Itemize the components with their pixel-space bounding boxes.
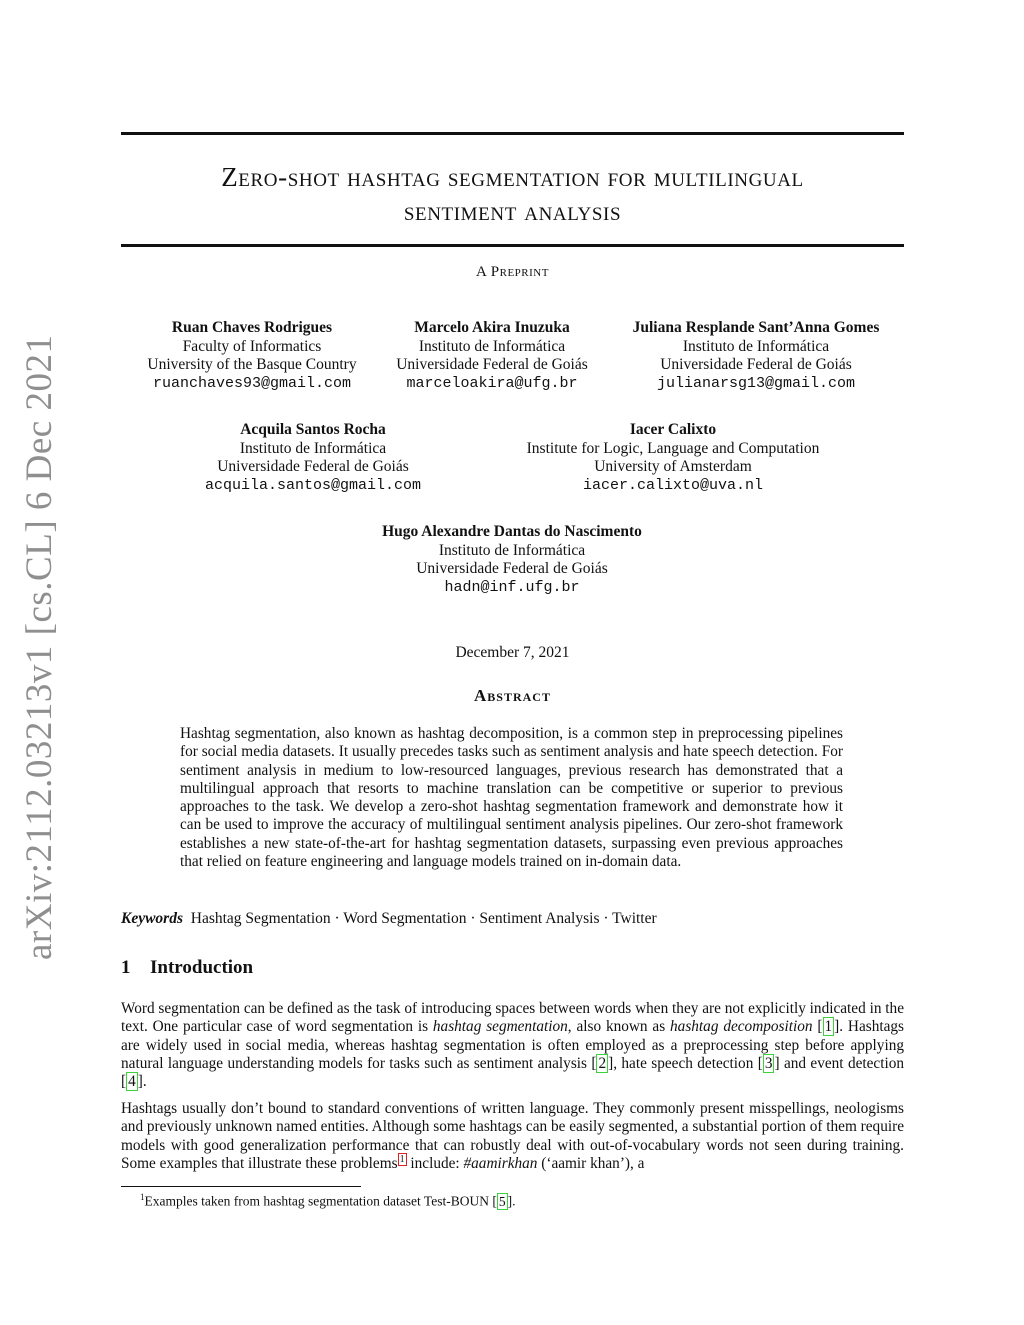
paper-title — [121, 160, 904, 228]
title-top-rule — [121, 132, 904, 135]
footnote-text: Examples taken from hashtag segmentation dataset Test-BOUN [ — [144, 1193, 497, 1209]
paper-date: December 7, 2021 — [455, 644, 570, 661]
citation-link[interactable]: 4 — [128, 1073, 136, 1091]
footnote-link[interactable]: 1 — [399, 1153, 405, 1165]
text-run: ]. Hashtags are widely used in social media, whereas hashtag segmentation is often employed as a preprocessing step before applying natural language understanding models for tasks such as sentiment analysis [ — [121, 1018, 905, 1072]
author-block-5 — [496, 421, 850, 495]
author-name: Marcelo Akira Inuzuka — [414, 319, 570, 336]
intro-paragraph-1 — [121, 1000, 904, 1091]
footnote — [140, 1192, 515, 1210]
emphasis-run: #aamirkhan — [463, 1154, 538, 1172]
keywords-list: Hashtag Segmentation · Word Segmentation · Sentiment Analysis · Twitter — [190, 910, 657, 927]
text-run: [ — [812, 1018, 823, 1036]
title-line-1: Zero-shot hashtag segmentation for multilingual — [221, 162, 804, 192]
author-affiliation: Faculty of Informatics — [182, 337, 322, 355]
author-affiliation: Instituto de Informática — [418, 337, 566, 355]
author-name: Ruan Chaves Rodrigues — [171, 319, 333, 336]
author-institution: Universidade Federal de Goiás — [660, 356, 852, 373]
author-block-1 — [121, 319, 383, 393]
author-name: Hugo Alexandre Dantas do Nascimento — [382, 523, 642, 540]
preprint-label: A Preprint — [476, 264, 549, 280]
author-affiliation: Instituto de Informática — [239, 439, 387, 457]
intro-paragraph-2 — [121, 1100, 904, 1173]
footnote-text-end: ]. — [507, 1193, 516, 1209]
text-run: (‘aamir khan’), a — [537, 1154, 645, 1172]
abstract-text: Hashtag segmentation, also known as hashtag decomposition, is a common step in preprocessing pipelines for social media datasets. It usually precedes tasks such as sentiment analysis and hate speech detection. For sentiment analysis in medium to low-resourced languages, previous research has demonstrated that a multilingual approach that resorts to machine translation can be competitive or superior to previous approaches to the task. We develop a zero-shot hashtag segmentation framework and demonstrate how it can be used to improve the accuracy of multilingual sentiment analysis pipelines. Our zero-shot framework establishes a new state-of-the-art for hashtag segmentation datasets, surpassing even previous approaches that relied on feature engineering and language models trained on in-domain data. — [180, 725, 843, 871]
author-email[interactable]: acquila.santos@gmail.com — [204, 476, 422, 494]
section-title: Introduction — [150, 957, 254, 978]
author-name: Iacer Calixto — [629, 421, 717, 438]
author-email[interactable]: marceloakira@ufg.br — [406, 374, 578, 392]
text-run: ], hate speech detection [ — [608, 1054, 763, 1072]
citation-link[interactable]: 5 — [498, 1193, 506, 1209]
author-email[interactable]: hadn@inf.ufg.br — [444, 578, 580, 596]
citation-link[interactable]: 2 — [598, 1054, 607, 1072]
author-email[interactable]: iacer.calixto@uva.nl — [582, 476, 764, 494]
emphasis-run: hashtag segmentation — [432, 1018, 568, 1036]
author-email[interactable]: ruanchaves93@gmail.com — [152, 374, 352, 392]
arxiv-sidebar-stamp: arXiv:2112.03213v1 [cs.CL] 6 Dec 2021 — [19, 334, 60, 960]
author-block-6 — [321, 523, 703, 597]
author-name: Juliana Resplande Sant’Anna Gomes — [632, 319, 880, 336]
keywords-line — [121, 910, 657, 928]
author-institution: Universidade Federal de Goiás — [396, 356, 588, 373]
text-run: , also known as — [567, 1018, 671, 1036]
citation-link[interactable]: 3 — [764, 1054, 773, 1072]
title-bottom-rule — [121, 244, 904, 247]
emphasis-run: hashtag decomposition — [670, 1018, 813, 1036]
author-institution: University of Amsterdam — [594, 458, 752, 475]
author-institution: University of the Basque Country — [147, 356, 357, 373]
title-line-2: sentiment analysis — [403, 196, 622, 226]
author-block-2 — [382, 319, 602, 393]
section-number: 1 — [121, 957, 131, 978]
author-affiliation: Instituto de Informática — [438, 541, 586, 559]
text-run: ]. — [137, 1073, 147, 1091]
author-block-3 — [608, 319, 904, 393]
footnote-mark: 1 — [140, 1192, 145, 1202]
text-run: Word segmentation can be defined as the task of introducing spaces between words when they are not explicitly indicated in the text. One particular case of word segmentation is — [121, 1000, 904, 1036]
author-affiliation: Instituto de Informática — [682, 337, 830, 355]
keywords-label: Keywords — [121, 910, 183, 927]
author-institution: Universidade Federal de Goiás — [217, 458, 409, 475]
text-run: Hashtags usually don’t bound to standard conventions of written language. They commonly present misspellings, neologisms and previously unknown named entities. Although some hashtags can be easily segmented, a substantial portion of them require models with good generalization performance that can robustly deal with out-of-vocabulary words not seen during training. Some examples that illustrate these problems — [121, 1100, 904, 1172]
section-heading-introduction — [121, 957, 253, 979]
author-name: Acquila Santos Rocha — [240, 421, 386, 438]
footnote-rule — [121, 1186, 361, 1187]
author-affiliation: Institute for Logic, Language and Computation — [526, 439, 820, 457]
text-run: ] and event detection [ — [121, 1054, 905, 1091]
text-run: include: — [406, 1154, 464, 1172]
author-block-4 — [180, 421, 446, 495]
author-institution: Universidade Federal de Goiás — [416, 560, 608, 577]
abstract-heading: Abstract — [474, 686, 551, 705]
author-email[interactable]: julianarsg13@gmail.com — [656, 374, 856, 392]
citation-link[interactable]: 1 — [824, 1018, 833, 1036]
